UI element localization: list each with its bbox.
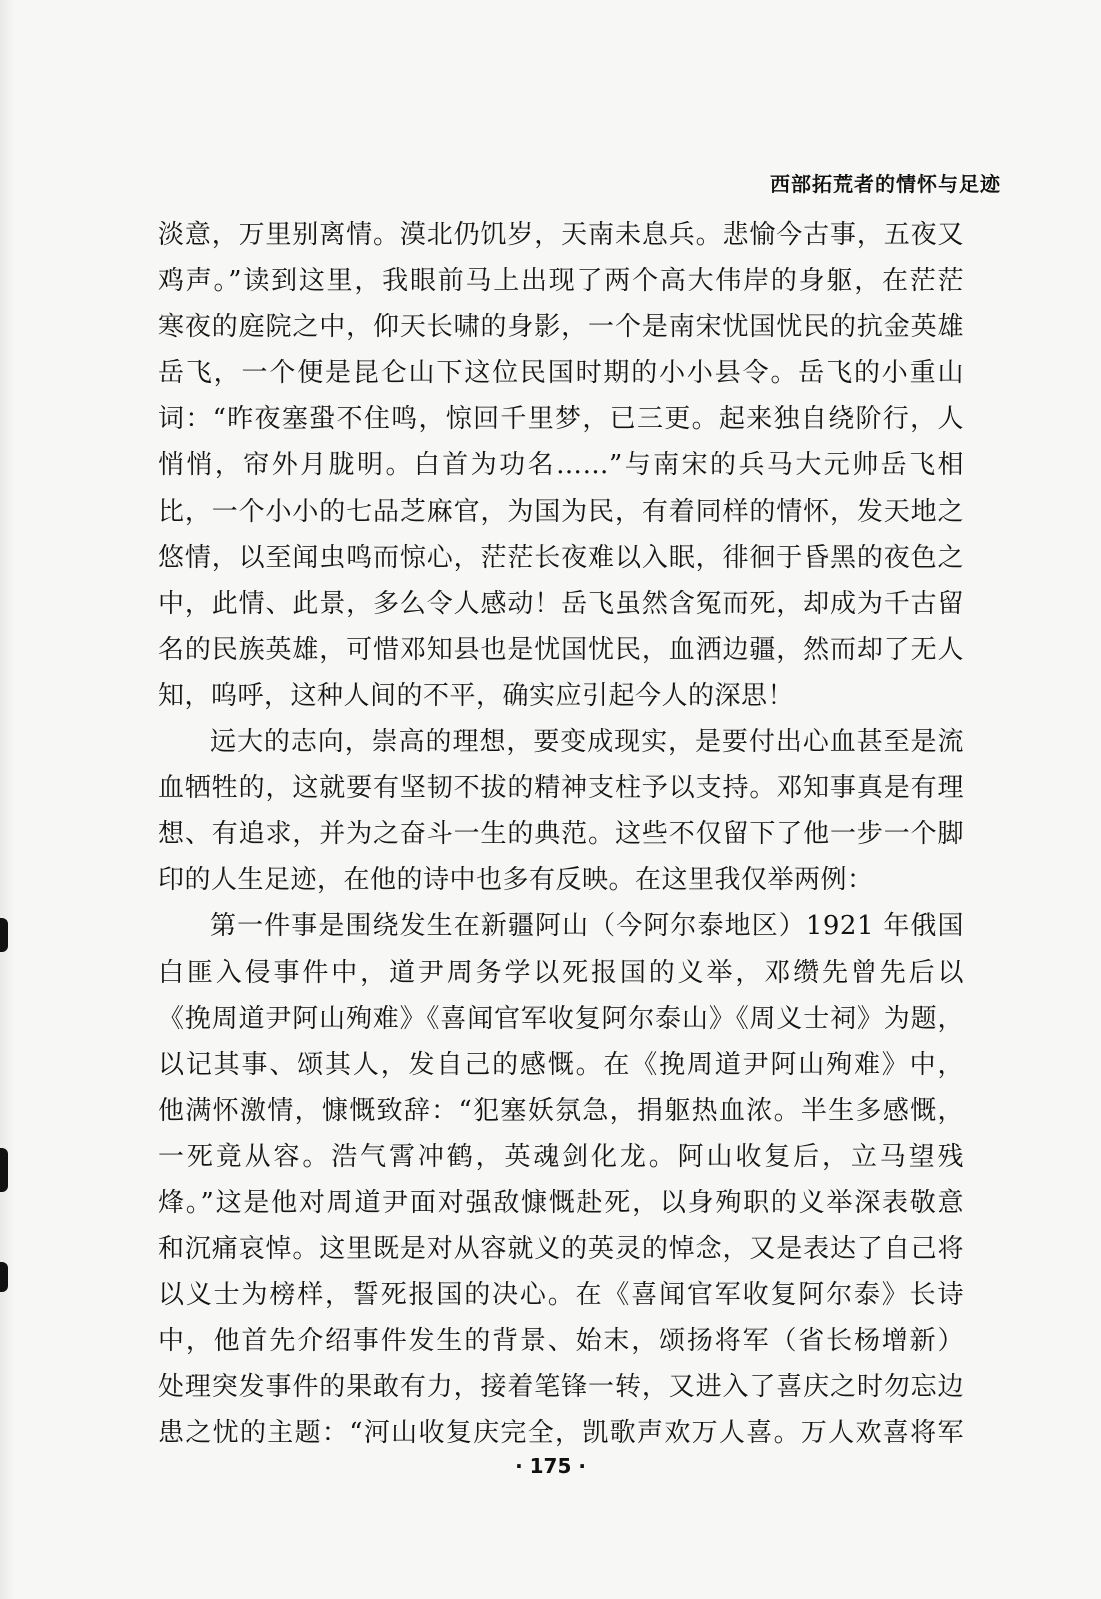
- text-line: 岳飞，一个便是昆仑山下这位民国时期的小小县令。岳飞的小重山: [158, 358, 964, 389]
- text-line: 想、有追求，并为之奋斗一生的典范。这些不仅留下了他一步一个脚: [158, 819, 964, 850]
- text-line: 和沉痛哀悼。这里既是对从容就义的英灵的悼念，又是表达了自己将: [158, 1234, 964, 1265]
- text-line: 血牺牲的，这就要有坚韧不拔的精神支柱予以支持。邓知事真是有理: [158, 773, 964, 804]
- page-number: · 175 ·: [515, 1454, 586, 1478]
- scan-margin-mark: [0, 1262, 8, 1292]
- text-line: 词：“昨夜塞蛩不住鸣，惊回千里梦，已三更。起来独自绕阶行，人: [158, 404, 964, 435]
- text-line: 以记其事、颂其人，发自己的感慨。在《挽周道尹阿山殉难》中，: [158, 1049, 964, 1080]
- text-line: 处理突发事件的果敢有力，接着笔锋一转，又进入了喜庆之时勿忘边: [158, 1372, 964, 1403]
- text-line: 烽。”这是他对周道尹面对强敌慷慨赴死，以身殉职的义举深表敬意: [158, 1187, 964, 1218]
- text-line: 悠情，以至闻虫鸣而惊心，茫茫长夜难以入眠，徘徊于昏黑的夜色之: [158, 542, 964, 573]
- running-header: 西部拓荒者的情怀与足迹: [770, 172, 1001, 196]
- text-line: 中，此情、此景，多么令人感动！岳飞虽然含冤而死，却成为千古留: [158, 588, 964, 619]
- scan-margin-mark: [0, 918, 8, 952]
- scan-margin-mark: [0, 1148, 8, 1192]
- text-line: 中，他首先介绍事件发生的背景、始末，颂扬将军（省长杨增新）: [158, 1326, 964, 1357]
- paragraph-start-line: 远大的志向，崇高的理想，要变成现实，是要付出心血甚至是流: [210, 727, 964, 758]
- text-line: 印的人生足迹，在他的诗中也多有反映。在这里我仅举两例：: [158, 865, 874, 896]
- text-line: 患之忧的主题：“河山收复庆完全，凯歌声欢万人喜。万人欢喜将军: [158, 1418, 964, 1449]
- text-line: 他满怀激情，慷慨致辞：“犯塞妖氛急，捐躯热血浓。半生多感慨，: [158, 1095, 964, 1126]
- text-line: 知，呜呼，这种人间的不平，确实应引起今人的深思！: [158, 680, 795, 711]
- text-line: 白匪入侵事件中，道尹周务学以死报国的义举，邓缵先曾先后以: [158, 957, 964, 988]
- text-line: 鸡声。”读到这里，我眼前马上出现了两个高大伟岸的身躯，在茫茫: [158, 266, 964, 297]
- text-line: 《挽周道尹阿山殉难》《喜闻官军收复阿尔泰山》《周义士祠》为题，: [158, 1003, 964, 1034]
- page-edge-shadow: [0, 0, 14, 1599]
- text-line: 寒夜的庭院之中，仰天长啸的身影，一个是南宋忧国忧民的抗金英雄: [158, 312, 964, 343]
- text-line: 以义士为榜样，誓死报国的决心。在《喜闻官军收复阿尔泰》长诗: [158, 1280, 964, 1311]
- text-line: 淡意，万里别离情。漠北仍饥岁，天南未息兵。悲愉今古事，五夜又: [158, 220, 964, 250]
- text-line: 悄悄，帘外月胧明。白首为功名……”与南宋的兵马大元帅岳飞相: [158, 450, 964, 481]
- body-text: [158, 212, 964, 1457]
- text-line: 比，一个小小的七品芝麻官，为国为民，有着同样的情怀，发天地之: [158, 496, 964, 527]
- text-line: 一死竟从容。浩气霄冲鹤，英魂剑化龙。阿山收复后，立马望残: [158, 1141, 964, 1172]
- paragraph-start-line: 第一件事是围绕发生在新疆阿山（今阿尔泰地区）1921 年俄国: [210, 911, 964, 942]
- text-line: 名的民族英雄，可惜邓知县也是忧国忧民，血洒边疆，然而却了无人: [158, 634, 964, 665]
